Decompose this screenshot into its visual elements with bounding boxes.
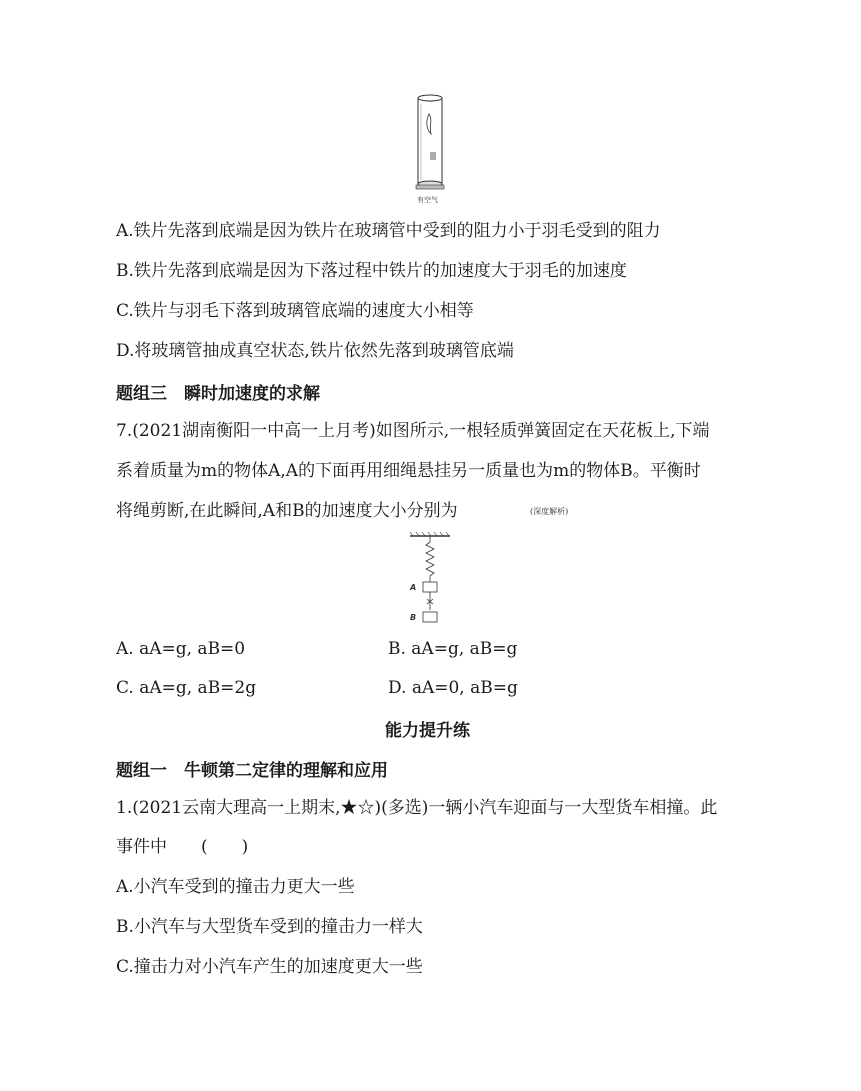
tube-caption: 有空气 [417, 196, 438, 204]
q7-option-a: A. aA=g, aB=0 [116, 639, 246, 659]
spring-figure [405, 532, 455, 632]
group1-heading: 题组一 牛顿第二定律的理解和应用 [116, 761, 388, 781]
label-a: A [410, 583, 417, 592]
q6-option-a: A.铁片先落到底端是因为铁片在玻璃管中受到的阻力小于羽毛受到的阻力 [116, 221, 661, 241]
section-title: 能力提升练 [385, 721, 470, 741]
q1-option-b: B.小汽车与大型货车受到的撞击力一样大 [116, 917, 423, 937]
q6-option-d: D.将玻璃管抽成真空状态,铁片依然先落到玻璃管底端 [116, 341, 514, 361]
q7-deep-analysis-note[interactable]: (深度解析) [530, 507, 569, 516]
q6-option-c: C.铁片与羽毛下落到玻璃管底端的速度大小相等 [116, 301, 474, 321]
q7-line1: 7.(2021湖南衡阳一中高一上月考)如图所示,一根轻质弹簧固定在天花板上,下端 [116, 421, 710, 441]
group3-heading: 题组三 瞬时加速度的求解 [116, 384, 320, 404]
tube-figure [405, 92, 455, 207]
q7-line2: 系着质量为m的物体A,A的下面再用细绳悬挂另一质量也为m的物体B。平衡时 [116, 461, 701, 481]
q1-option-a: A.小汽车受到的撞击力更大一些 [116, 877, 355, 897]
q1-line2: 事件中 ( ) [116, 837, 249, 857]
q7-line3: 将绳剪断,在此瞬间,A和B的加速度大小分别为 [116, 501, 458, 521]
q1-line1: 1.(2021云南大理高一上期末,★☆)(多选)一辆小汽车迎面与一大型货车相撞。此 [116, 798, 718, 818]
q7-option-c: C. aA=g, aB=2g [116, 678, 257, 698]
label-b: B [410, 613, 417, 622]
q7-option-b: B. aA=g, aB=g [388, 639, 518, 659]
q6-option-b: B.铁片先落到底端是因为下落过程中铁片的加速度大于羽毛的加速度 [116, 261, 627, 281]
q7-option-d: D. aA=0, aB=g [388, 678, 518, 698]
glass-tube-icon [405, 92, 455, 207]
q1-option-c: C.撞击力对小汽车产生的加速度更大一些 [116, 957, 423, 977]
